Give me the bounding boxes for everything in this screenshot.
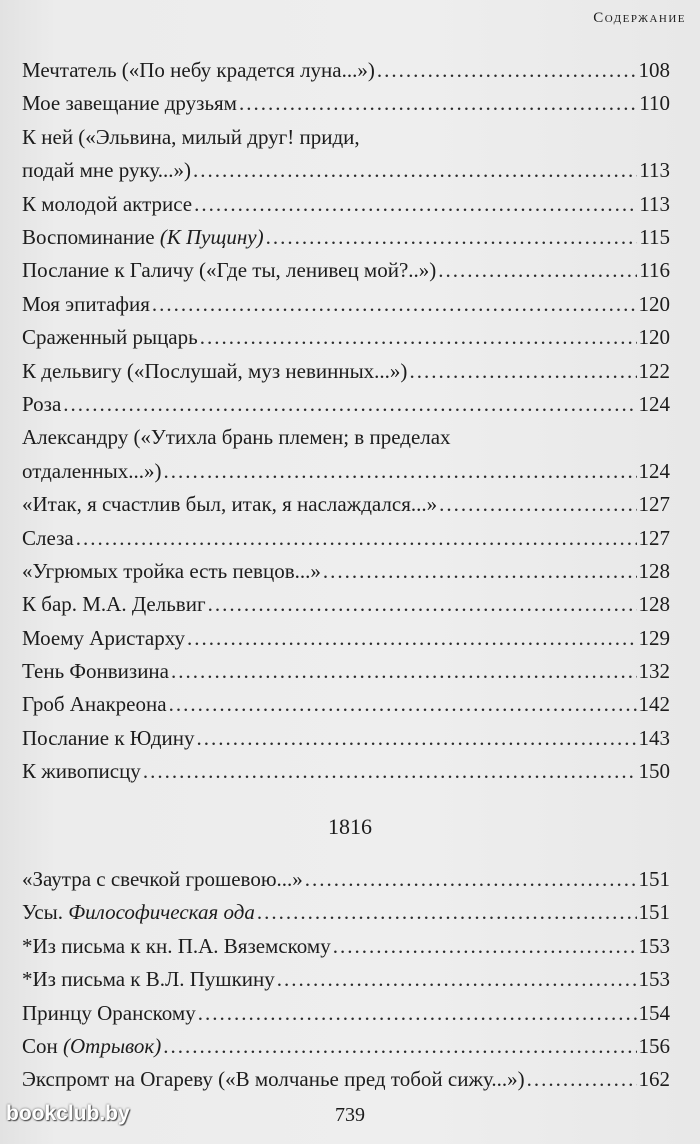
entry-page: 122: [638, 358, 670, 383]
dot-leader: [333, 930, 637, 963]
entry-title-italic: (К Пущину): [159, 224, 264, 249]
entry-page: 151: [638, 867, 670, 891]
dot-leader: [257, 896, 637, 929]
entry-title: Принцу Оранскому: [22, 1000, 196, 1025]
entry-page: 150: [638, 759, 670, 784]
dot-leader: [277, 963, 637, 996]
toc-entry: [22, 388, 670, 421]
toc-entry: [22, 622, 670, 655]
entry-title-line1: Александру («Утихла брань племен; в пределах: [22, 425, 451, 450]
dot-leader: [208, 588, 637, 621]
entry-page: 124: [638, 458, 670, 483]
toc-entry: [22, 188, 670, 221]
entry-title: «Заутра с свечкой грошевою...»: [22, 867, 303, 891]
entry-title: К дельвигу («Послушай, муз невинных...»): [22, 358, 408, 383]
toc-entry: [22, 722, 670, 755]
entry-page: 127: [638, 525, 670, 550]
toc-entry: [22, 221, 670, 254]
entry-page: 128: [638, 558, 670, 583]
entry-page: 156: [638, 1033, 670, 1058]
entry-title: Усы.: [22, 900, 69, 925]
entry-title: Сраженный рыцарь: [22, 325, 198, 350]
entry-page: 132: [638, 659, 670, 684]
dot-leader: [409, 355, 636, 388]
entry-title: Воспоминание: [22, 224, 160, 249]
toc-entry: [22, 488, 670, 521]
entry-page: 142: [638, 692, 670, 717]
toc-entry: [22, 54, 670, 87]
dot-leader: [198, 997, 637, 1030]
entry-page: 116: [639, 258, 670, 283]
year-heading: 1816: [328, 814, 372, 839]
dot-leader: [193, 154, 637, 187]
entry-page: 127: [638, 492, 670, 517]
dot-leader: [323, 555, 637, 588]
dot-leader: [187, 622, 637, 655]
dot-leader: [163, 1030, 636, 1063]
entry-page: 128: [638, 592, 670, 617]
toc-entry: [22, 421, 670, 488]
toc-entry: [22, 355, 670, 388]
entry-page: 154: [638, 1000, 670, 1025]
entry-title: К бар. М.А. Дельвиг: [22, 592, 206, 617]
entry-title: *Из письма к В.Л. Пушкину: [22, 967, 275, 992]
toc-entry: [22, 87, 670, 120]
dot-leader: [438, 254, 637, 287]
toc-entry: [22, 1030, 670, 1063]
toc-entry: [22, 321, 670, 354]
entry-page: 113: [639, 158, 670, 183]
dot-leader: [239, 87, 637, 120]
entry-page: 124: [638, 391, 670, 416]
dot-leader: [377, 54, 637, 87]
toc-entry: [22, 588, 670, 621]
entry-title: Мое завещание друзьям: [22, 91, 237, 116]
toc-entry: [22, 930, 670, 963]
toc-entry: [22, 963, 670, 996]
toc-entry: [22, 863, 670, 896]
dot-leader: [194, 188, 637, 221]
page-number: 739: [335, 1104, 365, 1126]
entry-title: Послание к Юдину: [22, 725, 195, 750]
toc-entry: [22, 688, 670, 721]
dot-leader: [169, 688, 637, 721]
dot-leader: [143, 755, 637, 788]
entry-page: 129: [638, 625, 670, 650]
entry-page: 151: [638, 900, 670, 925]
entry-title-line2: отдаленных...»): [22, 458, 162, 483]
dot-leader: [76, 522, 637, 555]
entry-title-italic: (Отрывок): [63, 1033, 162, 1058]
entry-title-italic: Философическая ода: [68, 900, 255, 925]
entry-page: 115: [639, 224, 670, 249]
entry-title: «Итак, я счастлив был, итак, я наслаждался...»: [22, 492, 438, 517]
toc-entry: [22, 555, 670, 588]
dot-leader: [171, 655, 637, 688]
entry-title: *Из письма к кн. П.А. Вяземскому: [22, 933, 331, 958]
dot-leader: [197, 722, 637, 755]
dot-leader: [266, 221, 638, 254]
toc-entry: [22, 121, 670, 188]
entry-page: 110: [639, 91, 670, 116]
toc-entry: [22, 522, 670, 555]
entry-title: Роза: [22, 391, 62, 416]
dot-leader: [63, 388, 636, 421]
toc-list: [22, 863, 670, 1097]
entry-page: 113: [639, 191, 670, 216]
entry-title: Моя эпитафия: [22, 291, 150, 316]
entry-page: 153: [638, 933, 670, 958]
entry-title-line2: подай мне руку...»): [22, 158, 191, 183]
running-head: Содержание: [593, 10, 686, 26]
toc-entry: [22, 896, 670, 929]
entry-title: Послание к Галичу («Где ты, ленивец мой?..»): [22, 258, 437, 283]
entry-title: «Угрюмых тройка есть певцов...»: [22, 558, 321, 583]
toc-entry: [22, 655, 670, 688]
toc-entry: [22, 288, 670, 321]
entry-page: 120: [638, 291, 670, 316]
entry-title: К живописцу: [22, 759, 141, 784]
dot-leader: [163, 455, 636, 488]
entry-title: Мечтатель («По небу крадется луна...»): [22, 58, 375, 82]
entry-title: Экспромт на Огареву («В молчанье пред тобой сижу...»): [22, 1067, 525, 1092]
dot-leader: [200, 321, 637, 354]
entry-title: К молодой актрисе: [22, 191, 193, 216]
entry-title: Сон: [22, 1033, 63, 1058]
entry-page: 153: [638, 967, 670, 992]
dot-leader: [439, 488, 636, 521]
entry-page: 143: [638, 725, 670, 750]
watermark: bookclub.by: [6, 1102, 130, 1125]
entry-page: 108: [638, 58, 670, 82]
entry-title: Слеза: [22, 525, 74, 550]
toc-entry: [22, 254, 670, 287]
toc-entry: [22, 997, 670, 1030]
toc-entry: [22, 1063, 670, 1096]
dot-leader: [152, 288, 637, 321]
entry-title: Тень Фонвизина: [22, 659, 169, 684]
toc-entry: [22, 755, 670, 788]
dot-leader: [527, 1063, 637, 1096]
dot-leader: [305, 863, 637, 896]
entry-page: 162: [638, 1067, 670, 1092]
entry-title: Гроб Анакреона: [22, 692, 167, 717]
entry-page: 120: [638, 325, 670, 350]
entry-title: Моему Аристарху: [22, 625, 185, 650]
entry-title-line1: К ней («Эльвина, милый друг! приди,: [22, 124, 360, 149]
toc-list: [22, 54, 670, 789]
